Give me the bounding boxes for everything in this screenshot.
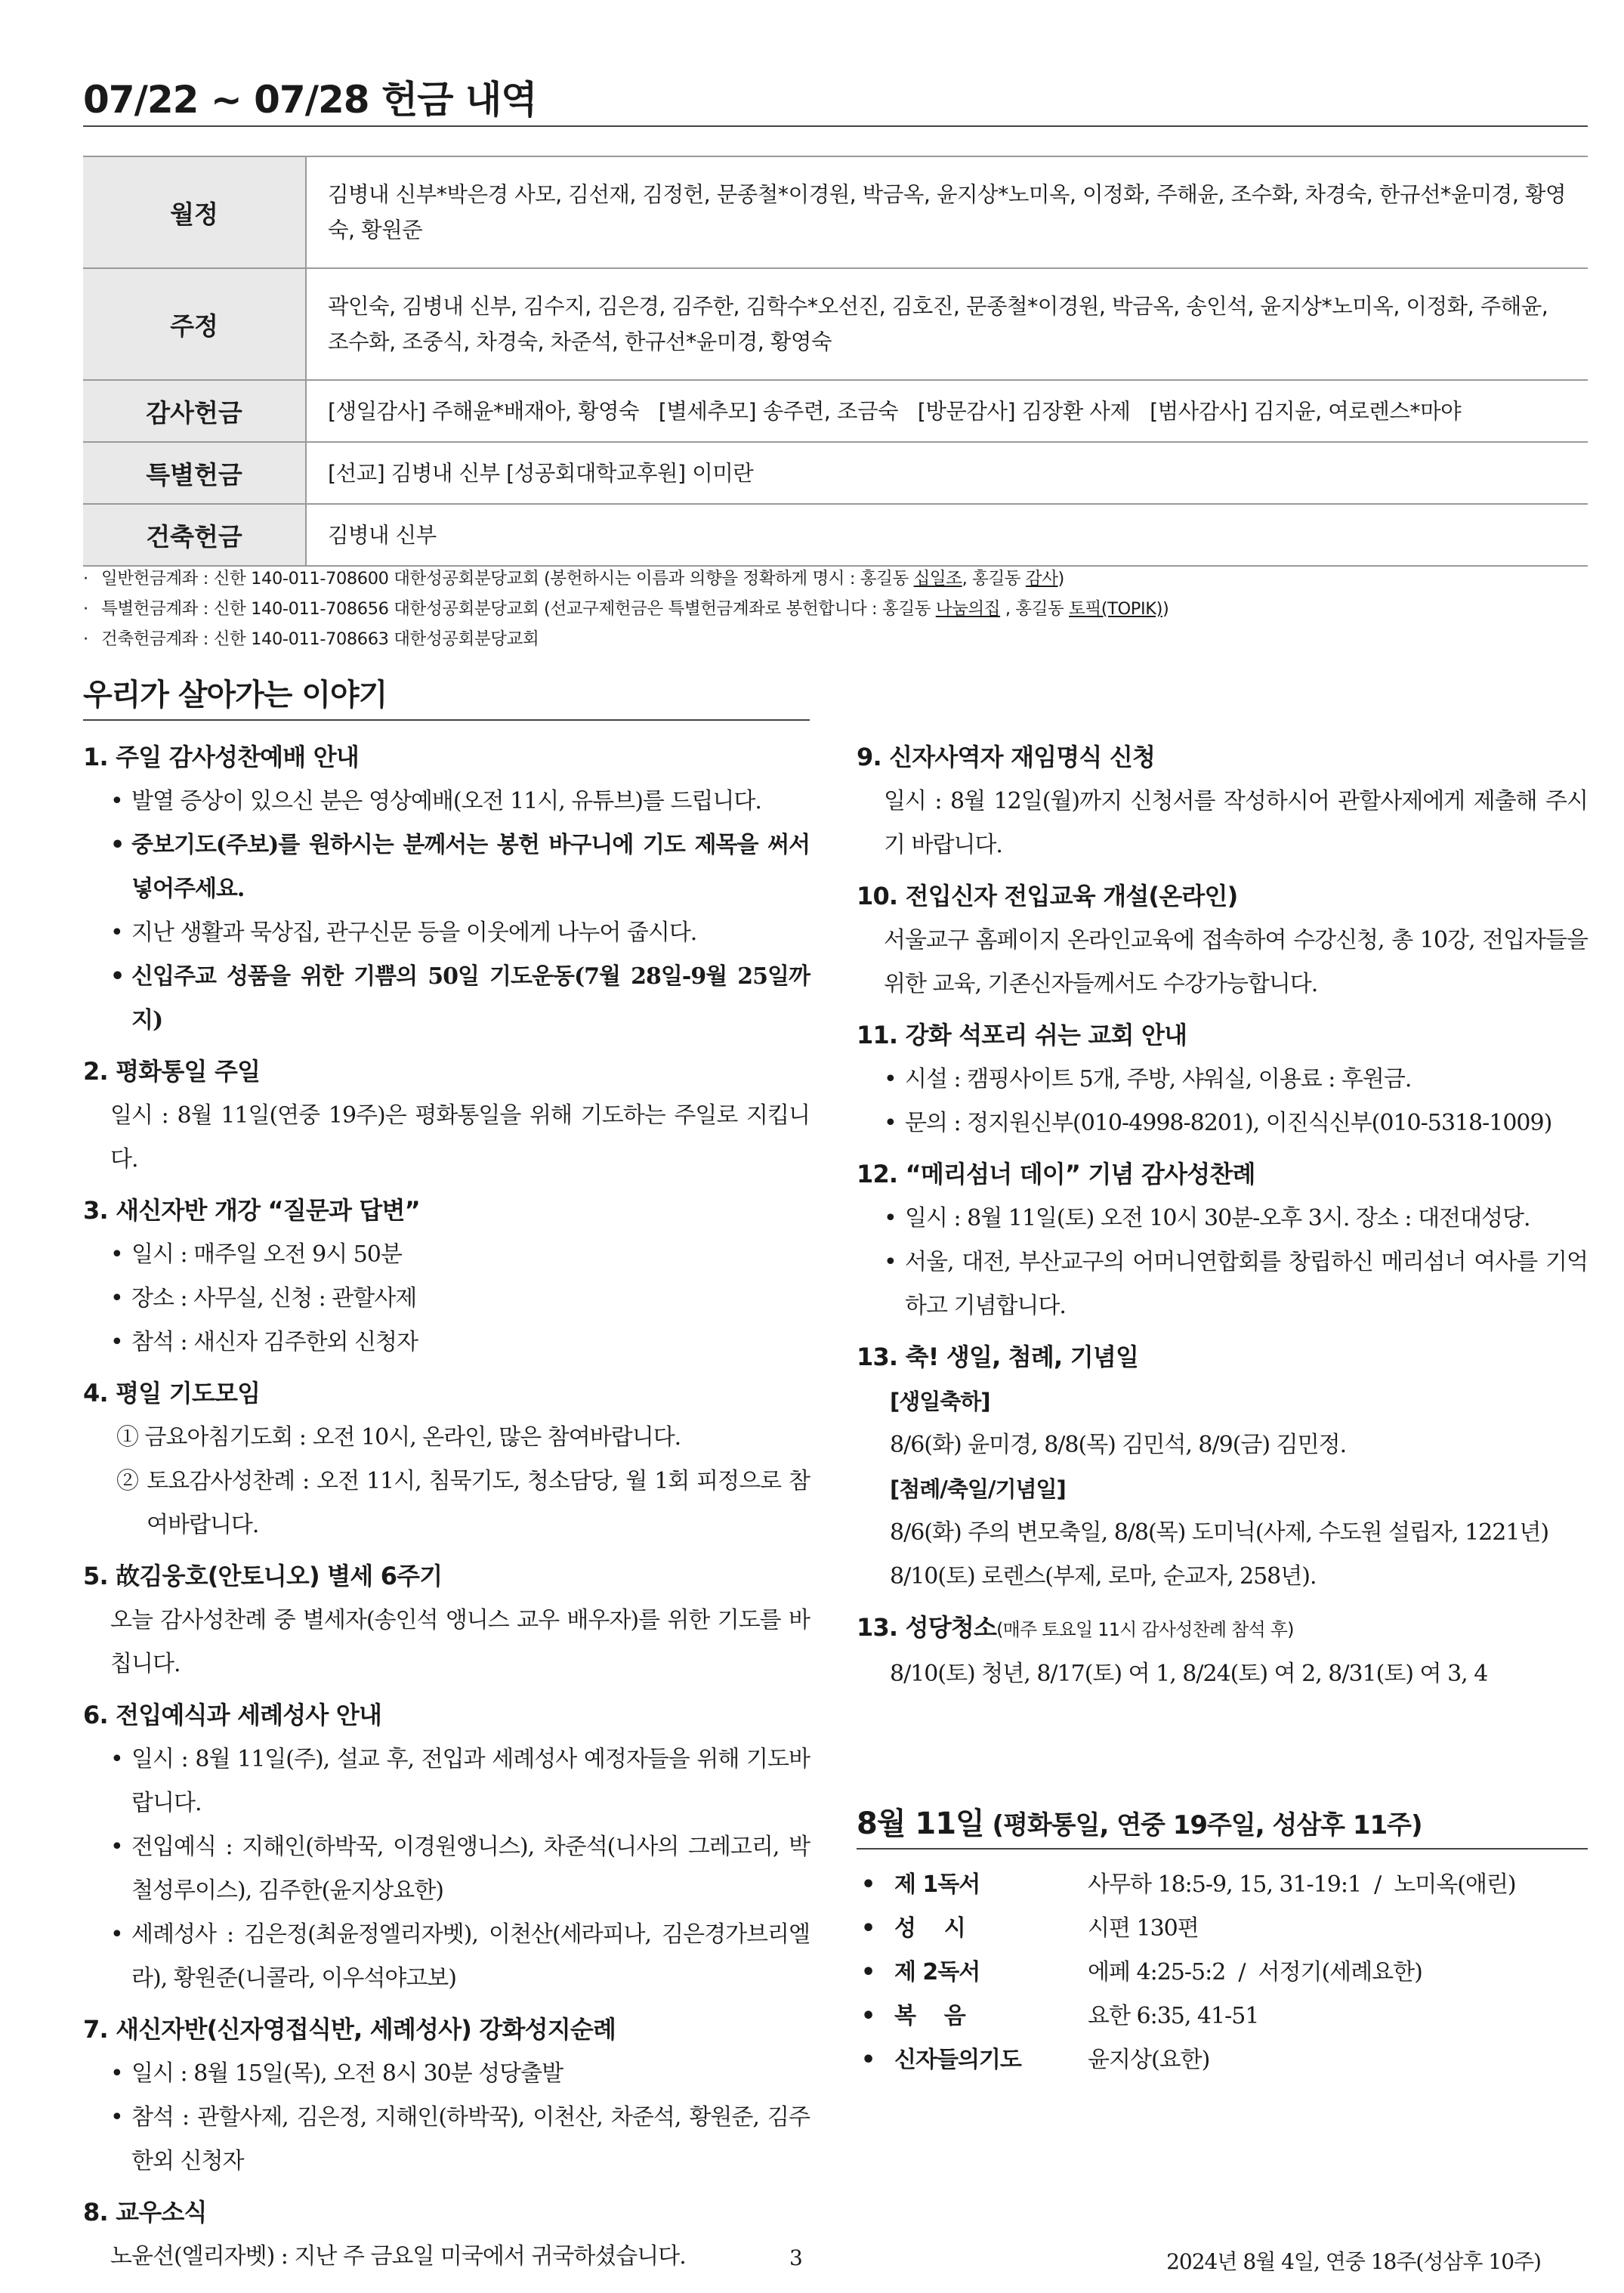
news-item [857, 1012, 1588, 1145]
news-item [83, 1188, 810, 1364]
offering-row-special [83, 442, 1588, 504]
news-text: 8/10(토) 로렌스(부제, 로마, 순교자, 258년). [890, 1563, 1317, 1590]
news-item-title: 2. 평화통일 주일 [83, 1057, 261, 1086]
note-text: 일반헌금계좌 : 신한 140-011-708600 대한성공회분당교회 (봉헌하시는 이름과 의향을 정확하게 명시 : 홍길동 [101, 569, 914, 589]
news-bullet [83, 1321, 810, 1364]
bullet-dot: • [861, 2047, 875, 2073]
note-underlined: 감사 [1025, 569, 1058, 589]
news-bullet [83, 780, 810, 824]
note-text: 특별헌금계좌 : 신한 140-011-708656 대한성공회분당교회 (선교구제헌금은 특별헌금계좌로 봉헌합니다 : 홍길동 [101, 599, 936, 619]
offering-names-part: 김병내 신부 [384, 460, 507, 486]
reading-row [861, 1995, 1586, 2038]
bullet-dot: • [110, 1329, 123, 1355]
offering-names-part: 주해윤*배재아, 황영숙 [425, 398, 640, 424]
news-bullet [83, 824, 810, 911]
heading-divider [83, 125, 1588, 127]
news-bullet [857, 1058, 1588, 1102]
bullet-dot: • [861, 1915, 875, 1942]
news-text: 노윤선(엘리자벳) : 지난 주 금요일 미국에서 귀국하셨습니다. [110, 2243, 686, 2270]
news-item [83, 1371, 810, 1547]
bullet-text: 신입주교 성품을 위한 기쁨의 50일 기도운동(7월 28일-9월 25일까지) [131, 963, 810, 1034]
offering-names-part: 김지윤, 여로렌스*마야 [1247, 398, 1462, 424]
note-text: ) [1162, 599, 1169, 619]
news-text: 8/10(토) 청년, 8/17(토) 여 1, 8/24(토) 여 2, 8/31(토) 여 3, 4 [890, 1661, 1488, 1687]
news-item [857, 1151, 1588, 1328]
news-bullet [857, 1197, 1588, 1241]
bullet-text: 일시 : 8월 11일(주), 설교 후, 전입과 세례성사 예정자들을 위해 기도바랍니다. [131, 1746, 810, 1816]
news-item [83, 734, 810, 1043]
news-item [83, 2007, 810, 2183]
bullet-dot: • [861, 1959, 875, 1986]
offering-names-part: 이미란 [685, 460, 754, 486]
offering-label: 특별헌금 [83, 442, 306, 504]
offering-row-building [83, 504, 1588, 566]
bullet-dot: • [861, 1871, 875, 1898]
bullet-dot: • [110, 788, 123, 814]
bullet-text: 중보기도(주보)를 원하시는 분께서는 봉헌 바구니에 기도 제목을 써서 넣어주세요. [131, 832, 810, 902]
bullet-dot: • [110, 2104, 123, 2131]
news-item [857, 1334, 1588, 1599]
account-note-special [83, 594, 1588, 624]
reading-text: 윤지상(요한) [1088, 2047, 1210, 2073]
footer-date: 2024년 8월 4일, 연중 18주(성삼후 10주) [1166, 2249, 1541, 2274]
title-text: 13. 성당청소 [857, 1613, 997, 1642]
news-item [857, 734, 1588, 867]
offering-names-part: 김장환 사제 [1015, 398, 1131, 424]
offering-label: 월정 [83, 156, 306, 268]
offering-names: 곽인숙, 김병내 신부, 김수지, 김은경, 김주한, 김학수*오선진, 김호진, 문종철*이경원, 박금옥, 송인석, 윤지상*노미옥, 이정화, 주해윤, 조수화, 조중식, 차경숙, 차준석, 한규선*윤미경, 황영숙 [306, 268, 1588, 380]
note-underlined: 토픽(TOPIK) [1069, 599, 1162, 619]
account-notes [83, 564, 1588, 654]
news-item [857, 873, 1588, 1006]
bullet-dot: • [110, 1241, 123, 1268]
news-item-title: 9. 신자사역자 재임명식 신청 [857, 743, 1156, 771]
bullet-dot: • [110, 919, 123, 946]
page-number: 3 [789, 2245, 803, 2270]
news-text: 일시 : 8월 12일(월)까지 신청서를 작성하시어 관할사제에게 제출해 주시기 바랍니다. [884, 788, 1588, 858]
reading-label: 제 1독서 [894, 1871, 980, 1898]
bullet-text: 장소 : 사무실, 신청 : 관할사제 [131, 1285, 417, 1312]
bullet-text: 시설 : 캠핑사이트 5개, 주방, 샤워실, 이용료 : 후원금. [905, 1066, 1412, 1092]
bullet-dot: • [110, 1285, 123, 1312]
note-bullet: · [83, 599, 88, 619]
news-numbered: ① 금요아침기도회 : 오전 10시, 온라인, 많은 참여바랍니다. [116, 1424, 681, 1451]
reading-row [861, 1863, 1586, 1907]
bullet-text: 문의 : 정지원신부(010-4998-8201), 이진식신부(010-5318-1009) [905, 1110, 1552, 1136]
reading-row [861, 1951, 1586, 1995]
news-item [83, 1692, 810, 2001]
news-text: 8/6(화) 윤미경, 8/8(목) 김민석, 8/9(금) 김민정. [890, 1432, 1347, 1458]
offering-names: 김병내 신부*박은경 사모, 김선재, 김정헌, 문종철*이경원, 박금옥, 윤지상*노미옥, 이정화, 주해윤, 조수화, 차경숙, 한규선*윤미경, 황영숙, 황원준 [306, 156, 1588, 268]
news-bullet [83, 1913, 810, 2001]
bullet-text: 발열 증상이 있으신 분은 영상예배(오전 11시, 유튜브)를 드립니다. [131, 788, 761, 814]
bullet-dot: • [110, 832, 125, 858]
bullet-dot: • [110, 1921, 123, 1948]
reading-text: 요한 6:35, 41-51 [1088, 2003, 1259, 2029]
reading-row [861, 1907, 1586, 1951]
account-note-building [83, 624, 1588, 654]
offering-tag: [방문감사] [917, 398, 1016, 424]
reading-label: 신자들의기도 [894, 2047, 1021, 2073]
news-right-column [857, 734, 1588, 1702]
reading-label: 복 음 [894, 2003, 965, 2029]
news-bullet [83, 2052, 810, 2096]
reading-text: 에페 4:25-5:2 / 서정기(세례요한) [1088, 1959, 1422, 1986]
note-text: 건축헌금계좌 : 신한 140-011-708663 대한성공회분당교회 [101, 629, 539, 649]
news-item [83, 1553, 810, 1686]
news-text: 오늘 감사성찬례 중 별세자(송인석 앵니스 교우 배우자)를 위한 기도를 바칩니다. [110, 1607, 810, 1677]
title-note: (매주 토요일 11시 감사성찬례 참석 후) [996, 1619, 1294, 1640]
bullet-text: 세례성사 : 김은정(최윤정엘리자벳), 이천산(세라피나, 김은경가브리엘라), 황원준(니콜라, 이우석야고보) [131, 1921, 810, 1992]
bullet-dot: • [861, 2003, 875, 2029]
offering-tag: [별세추모] [658, 398, 757, 424]
readings-divider [857, 1848, 1588, 1850]
news-text: 일시 : 8월 11일(연중 19주)은 평화통일을 위해 기도하는 주일로 지킵니다. [110, 1102, 810, 1173]
news-bullet [83, 2096, 810, 2183]
bullet-dot: • [884, 1066, 897, 1092]
offering-label: 감사헌금 [83, 380, 306, 442]
note-text: , 홍길동 [1000, 599, 1070, 619]
readings-subtitle: (평화통일, 연중 19주일, 성삼후 11주) [983, 1810, 1422, 1840]
reading-text: 사무하 18:5-9, 15, 31-19:1 / 노미옥(애린) [1088, 1871, 1516, 1898]
news-item-title: 7. 새신자반(신자영접식반, 세례성사) 강화성지순례 [83, 2015, 616, 2044]
bullet-dot: • [110, 1834, 123, 1860]
readings-title [857, 1800, 1422, 1843]
offering-names [306, 442, 1588, 504]
reading-row [861, 2038, 1586, 2082]
news-bullet [857, 1102, 1588, 1145]
bullet-dot: • [884, 1249, 897, 1275]
news-bullet [83, 955, 810, 1043]
news-text: 서울교구 홈페이지 온라인교육에 접속하여 수강신청, 총 10강, 전입자들을 위한 교육, 기존신자들께서도 수강가능합니다. [884, 927, 1588, 997]
section-divider [83, 719, 810, 721]
news-subheading: [생일축하] [890, 1389, 990, 1414]
news-bullet [83, 1738, 810, 1825]
bullet-text: 일시 : 매주일 오전 9시 50분 [131, 1241, 402, 1268]
news-bullet [83, 1825, 810, 1913]
bullet-text: 일시 : 8월 11일(토) 오전 10시 30분-오후 3시. 장소 : 대전대성당. [905, 1205, 1530, 1231]
note-text: , 홍길동 [962, 569, 1026, 589]
news-item-title: 11. 강화 석포리 쉬는 교회 안내 [857, 1021, 1187, 1049]
offering-tag: [성공회대학교후원] [506, 460, 686, 486]
reading-text: 시편 130편 [1088, 1915, 1199, 1942]
offering-tag: [생일감사] [328, 398, 426, 424]
offering-names: 김병내 신부 [306, 504, 1588, 566]
bullet-text: 서울, 대전, 부산교구의 어머니연합회를 창립하신 메리섬너 여사를 기억하고 기념합니다. [905, 1249, 1588, 1319]
offering-row-weekly [83, 268, 1588, 380]
news-bullet [83, 1277, 810, 1321]
note-text: ) [1057, 569, 1064, 589]
offering-tag: [선교] [328, 460, 385, 486]
news-item-title: 8. 교우소식 [83, 2198, 207, 2227]
news-item [857, 1605, 1588, 1696]
bullet-text: 지난 생활과 묵상집, 관구신문 등을 이웃에게 나누어 줍시다. [131, 919, 697, 946]
bullet-text: 참석 : 새신자 김주한외 신청자 [131, 1329, 418, 1355]
news-item-title: 4. 평일 기도모임 [83, 1379, 261, 1408]
account-note-general [83, 564, 1588, 594]
offering-tag: [범사감사] [1150, 398, 1248, 424]
bullet-dot: • [110, 963, 125, 990]
news-item-title [857, 1605, 1588, 1652]
section-title: 우리가 살아가는 이야기 [83, 678, 387, 712]
news-numbered: ② 토요감사성찬례 : 오전 11시, 침묵기도, 청소담당, 월 1회 피정으로 참여바랍니다. [116, 1468, 810, 1538]
page-title: 07/22 ~ 07/28 헌금 내역 [83, 78, 537, 122]
bullet-dot: • [110, 2060, 123, 2087]
bullet-dot: • [110, 1746, 123, 1772]
offering-row-thanks [83, 380, 1588, 442]
news-item [83, 2189, 810, 2279]
news-bullet [83, 911, 810, 955]
offering-row-monthly [83, 156, 1588, 268]
readings-list [861, 1863, 1586, 2082]
news-item-title: 10. 전입신자 전입교육 개설(온라인) [857, 882, 1238, 910]
note-bullet: · [83, 569, 88, 589]
offering-label: 주정 [83, 268, 306, 380]
news-text: 8/6(화) 주의 변모축일, 8/8(목) 도미닉(사제, 수도원 설립자, 1221년) [890, 1519, 1549, 1546]
news-bullet [857, 1241, 1588, 1328]
offering-names-part: 송주련, 조금숙 [756, 398, 899, 424]
news-item-title: 6. 전입예식과 세례성사 안내 [83, 1701, 382, 1729]
bullet-text: 일시 : 8월 15일(목), 오전 8시 30분 성당출발 [131, 2060, 563, 2087]
bullet-dot: • [884, 1205, 897, 1231]
news-item-title: 5. 故김웅호(안토니오) 별세 6주기 [83, 1562, 443, 1590]
note-bullet: · [83, 629, 88, 649]
note-underlined: 십일조 [913, 569, 962, 589]
news-left-column [83, 734, 810, 2285]
news-item-title: 12. “메리섬너 데이” 기념 감사성찬례 [857, 1160, 1255, 1188]
news-item-title: 3. 새신자반 개강 “질문과 답변” [83, 1196, 420, 1225]
news-item-title: 1. 주일 감사성찬예배 안내 [83, 743, 359, 771]
bullet-dot: • [884, 1110, 897, 1136]
news-item [83, 1049, 810, 1182]
reading-label: 제 2독서 [894, 1959, 980, 1986]
news-bullet [83, 1233, 810, 1277]
news-item-title: 13. 축! 생일, 첨례, 기념일 [857, 1343, 1139, 1371]
offering-table [83, 156, 1588, 567]
bullet-text: 전입예식 : 지해인(하박꾹, 이경원앵니스), 차준석(니사의 그레고리, 박철성루이스), 김주한(윤지상요한) [131, 1834, 810, 1904]
reading-label: 성 시 [894, 1915, 965, 1942]
note-underlined: 나눔의집 [935, 599, 1001, 619]
bullet-text: 참석 : 관할사제, 김은정, 지해인(하박꾹), 이천산, 차준석, 황원준, 김주한외 신청자 [131, 2104, 810, 2174]
news-subheading: [첨례/축일/기념일] [890, 1476, 1066, 1502]
readings-date: 8월 11일 [857, 1806, 984, 1841]
offering-label: 건축헌금 [83, 504, 306, 566]
offering-names [306, 380, 1588, 442]
